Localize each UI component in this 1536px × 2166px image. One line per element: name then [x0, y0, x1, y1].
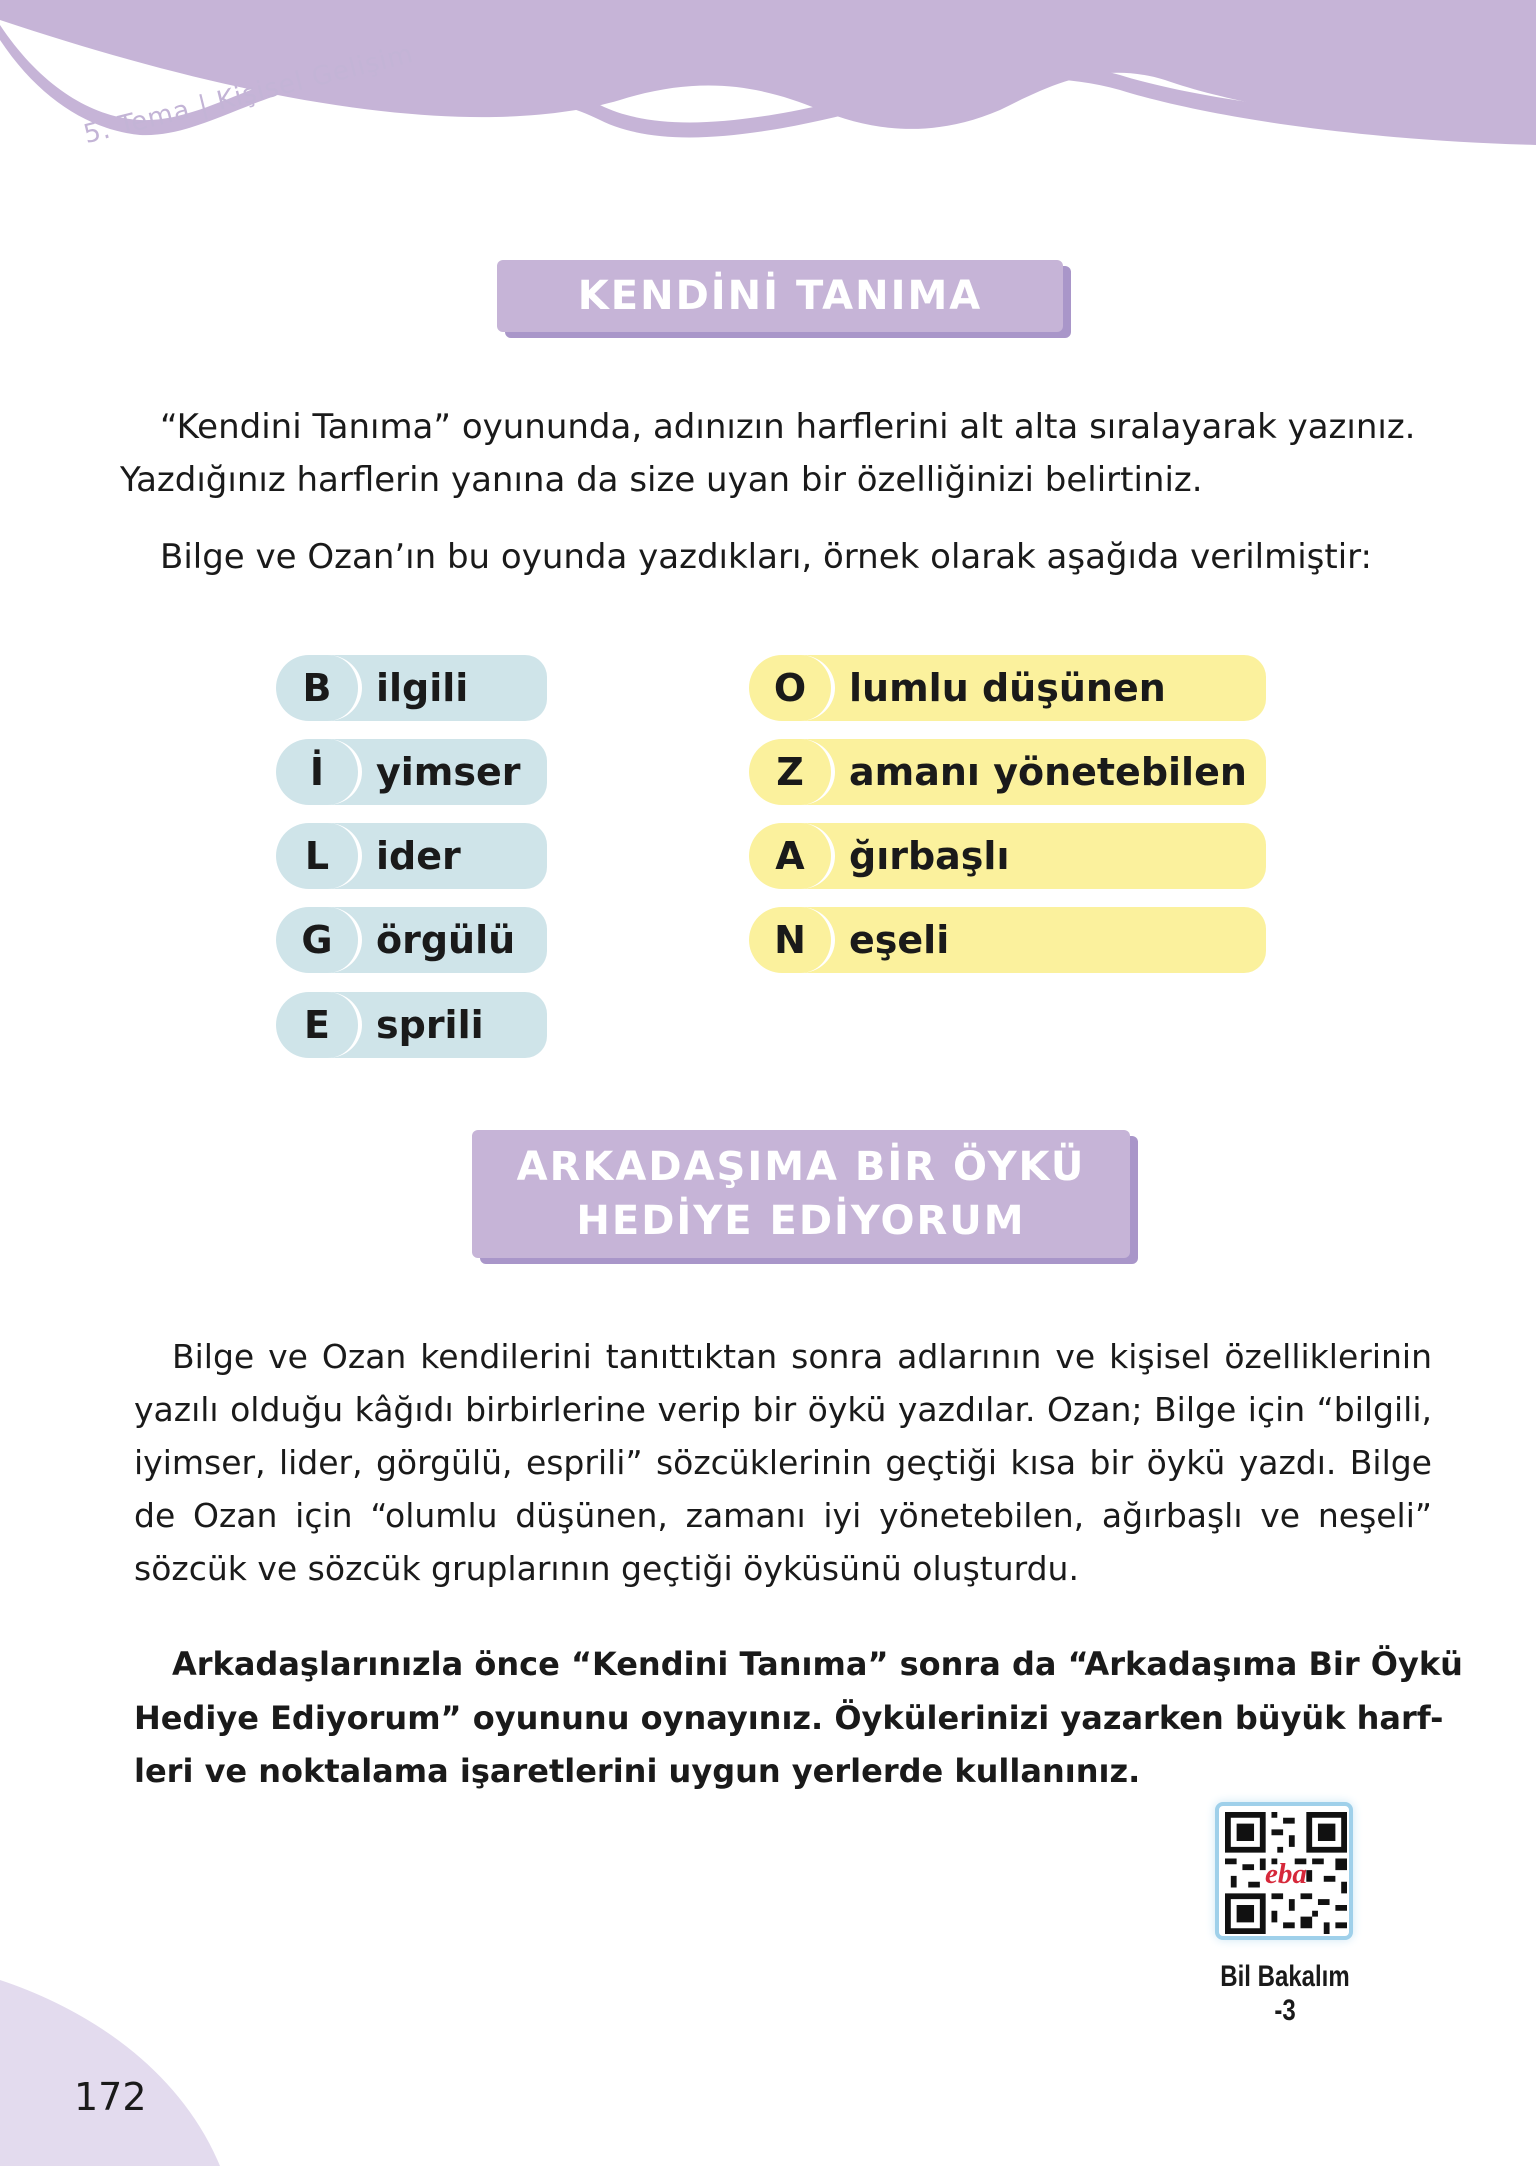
pill-letter: Z	[749, 739, 835, 805]
qr-label: Bil Bakalım -3	[1220, 1960, 1350, 2027]
pill-word: sprili	[376, 1003, 484, 1047]
example-line: Bilge ve Ozan’ın bu oyunda yazdıkları, örnek olarak aşağıda verilmiştir:	[160, 537, 1372, 577]
story-line: Bilge ve Ozan kendilerini tanıttıktan sonra adlarının ve kişisel özelliklerinin	[172, 1337, 1432, 1376]
section-title-line: ARKADAŞIMA BİR ÖYKÜ	[516, 1144, 1086, 1190]
story-line: de Ozan için “olumlu düşünen, zamanı iyi yönetebilen, ağırbaşlı ve neşeli”	[134, 1496, 1432, 1535]
pill-word: ilgili	[376, 666, 469, 710]
pill-word: ğırbaşlı	[849, 834, 1010, 878]
svg-text:eba: eba	[1265, 1857, 1307, 1890]
eba-qr-code[interactable]	[1215, 1802, 1353, 1940]
letter-pill	[276, 655, 547, 721]
intro-line: “Kendini Tanıma” oyununda, adınızın harflerini alt alta sıralayarak yazınız.	[160, 407, 1416, 447]
letter-pill	[749, 739, 1266, 805]
pill-word: ider	[376, 834, 461, 878]
pill-letter: N	[749, 907, 835, 973]
pill-word: eşeli	[849, 918, 950, 962]
corner-blob-decoration	[0, 1960, 240, 2166]
letter-pill	[276, 739, 547, 805]
section-title-line: HEDİYE EDİYORUM	[576, 1198, 1026, 1244]
instruction-line: leri ve noktalama işaretlerini uygun yerlerde kullanınız.	[134, 1752, 1141, 1790]
pill-letter: O	[749, 655, 835, 721]
instruction-line: Hediye Ediyorum” oyununu oynayınız. Öykülerinizi yazarken büyük harf-	[134, 1699, 1444, 1737]
letter-pill	[749, 907, 1266, 973]
pill-letter: İ	[276, 739, 362, 805]
qr-code-icon	[1225, 1812, 1347, 1934]
letter-pill	[749, 823, 1266, 889]
pill-letter: B	[276, 655, 362, 721]
letter-pill	[749, 655, 1266, 721]
pill-word: lumlu düşünen	[849, 666, 1166, 710]
section-title-text: KENDİNİ TANIMA	[577, 273, 983, 319]
pill-word: örgülü	[376, 918, 516, 962]
section-title-arkadasima	[472, 1130, 1130, 1258]
pill-letter: L	[276, 823, 362, 889]
theme-label: 5. Tema | Kişisel Gelişim	[80, 38, 417, 150]
pill-word: yimser	[376, 750, 521, 794]
story-line: iyimser, lider, görgülü, esprili” sözcüklerinin geçtiği kısa bir öykü yazdı. Bilge	[134, 1443, 1432, 1482]
section-title-kendini-tanima	[497, 260, 1063, 332]
letter-pill	[276, 823, 547, 889]
story-line: yazılı olduğu kâğıdı birbirlerine verip bir öykü yazdılar. Ozan; Bilge için “bilgili,	[134, 1390, 1432, 1429]
header-wave-decoration	[0, 0, 1536, 160]
pill-letter: G	[276, 907, 362, 973]
instruction-line: Arkadaşlarınızla önce “Kendini Tanıma” sonra da “Arkadaşıma Bir Öykü	[172, 1645, 1463, 1683]
pill-letter: A	[749, 823, 835, 889]
page-number: 172	[74, 2075, 147, 2119]
story-line: sözcük ve sözcük gruplarının geçtiği öyküsünü oluşturdu.	[134, 1549, 1079, 1588]
pill-letter: E	[276, 992, 362, 1058]
intro-line: Yazdığınız harflerin yanına da size uyan bir özelliğinizi belirtiniz.	[120, 460, 1203, 500]
pill-word: amanı yönetebilen	[849, 750, 1247, 794]
letter-pill	[276, 992, 547, 1058]
letter-pill	[276, 907, 547, 973]
